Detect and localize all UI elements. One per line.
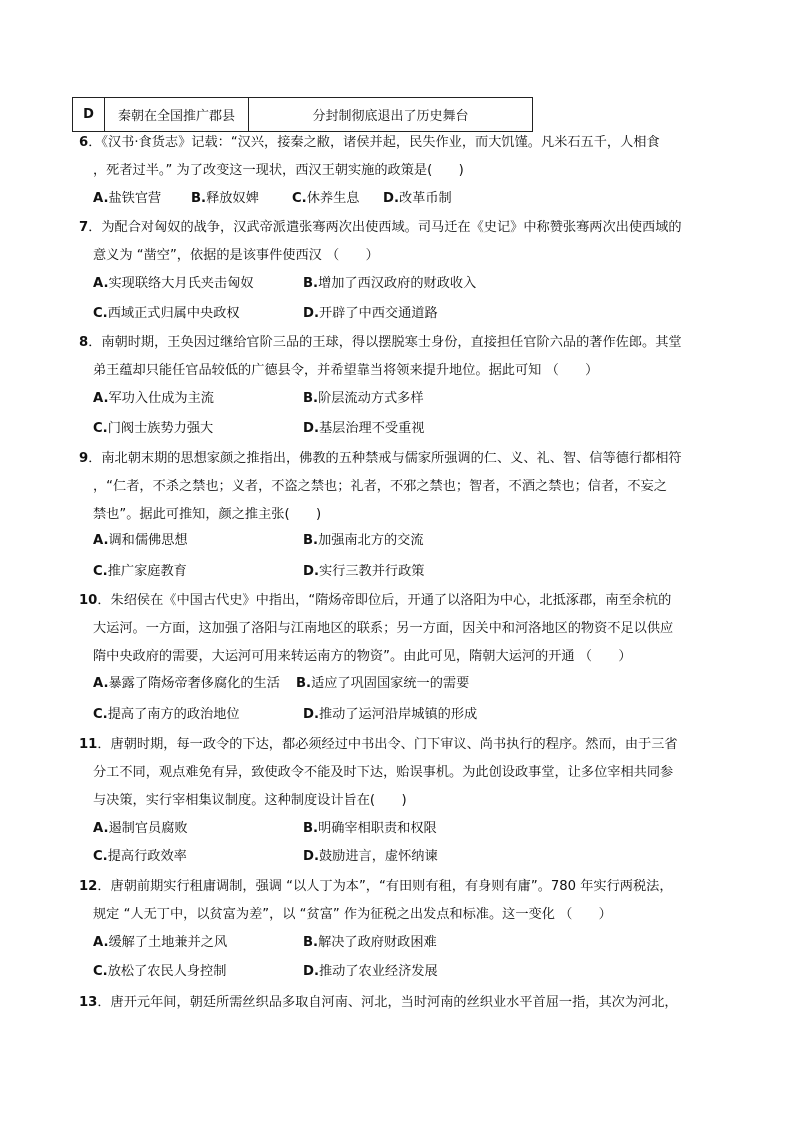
question-number: 12: [79, 879, 98, 894]
table-row: [73, 98, 533, 132]
option-a[interactable]: A.调和儒佛思想: [93, 533, 188, 548]
table-cell-conclusion: 分封制彻底退出了历史舞台: [249, 98, 533, 132]
question-9: [79, 445, 714, 529]
option-d[interactable]: D.基层治理不受重视: [303, 421, 425, 436]
question-text-line: 意义为 “凿空”，依据的是该事件使西汉 （ ）: [93, 248, 379, 263]
option-c[interactable]: C.推广家庭教育: [93, 564, 187, 579]
option-b[interactable]: B.增加了西汉政府的财政收入: [303, 276, 477, 291]
question-text-line: ．南朝时期，王奂因过继给官阶三品的王球，得以摆脱寒士身份，直接担任官阶六品的著作佐郎。其堂: [88, 335, 682, 350]
question-number: 11: [79, 737, 98, 752]
question-number: 9: [79, 451, 89, 466]
option-a[interactable]: A.缓解了土地兼并之风: [93, 935, 228, 950]
question-text-line: ．唐朝时期，每一政令的下达，都必须经过中书出令、门下审议、尚书执行的程序。然而，由于三省: [97, 737, 678, 752]
question-text-line: 分工不同，观点难免有异，致使政令不能及时下达，贻误事机。为此创设政事堂，让多位宰相共同参: [93, 765, 674, 780]
option-a[interactable]: A.暴露了隋炀帝奢侈腐化的生活: [93, 676, 280, 691]
option-b[interactable]: B.解决了政府财政困难: [303, 935, 437, 950]
question-number: 8: [79, 335, 89, 350]
question-text-line: ．唐开元年间，朝廷所需丝织品多取自河南、河北，当时河南的丝织业水平首屈一指，其次为河北，: [97, 995, 678, 1010]
question-number: 7: [79, 220, 89, 235]
option-c[interactable]: C.门阀士族势力强大: [93, 421, 214, 436]
option-b[interactable]: B.释放奴婢: [191, 191, 259, 206]
option-c[interactable]: C.西域正式归属中央政权: [93, 306, 240, 321]
question-text-line: 与决策，实行宰相集议制度。这种制度设计旨在( ): [93, 793, 407, 808]
question-11: [79, 731, 714, 815]
question-text-line: 禁也”。据此可推知，颜之推主张( ): [93, 507, 322, 522]
answer-option-table: [72, 97, 533, 132]
question-text-line: 规定 “人无丁中，以贫富为差”，以 “贫富” 作为征税之出发点和标准。这一变化 （ ）: [93, 907, 612, 922]
question-8: [79, 329, 714, 385]
question-text-line: ．朱绍侯在《中国古代史》中指出，“隋炀帝即位后，开通了以洛阳为中心，北抵涿郡，南至余杭的: [97, 593, 672, 608]
option-a[interactable]: A.盐铁官营: [93, 191, 162, 206]
option-c[interactable]: C.提高行政效率: [93, 849, 187, 864]
question-13: [79, 989, 714, 1017]
option-d[interactable]: D.改革币制: [383, 191, 452, 206]
question-text-line: ．《汉书·食货志》记载：“汉兴，接秦之敝，诸侯并起，民失作业，而大饥馑。凡米石五千，人相食: [88, 135, 660, 150]
question-number: 6: [79, 135, 89, 150]
option-b[interactable]: B.适应了巩固国家统一的需要: [296, 676, 470, 691]
table-cell-event: 秦朝在全国推广郡县: [105, 98, 249, 132]
question-text-line: ，死者过半。” 为了改变这一现状，西汉王朝实施的政策是( ): [93, 163, 464, 178]
option-c[interactable]: C.提高了南方的政治地位: [93, 707, 240, 722]
option-c[interactable]: C.休养生息: [292, 191, 360, 206]
question-number: 13: [79, 995, 98, 1010]
option-c[interactable]: C.放松了农民人身控制: [93, 964, 227, 979]
question-text-line: ．南北朝末期的思想家颜之推指出，佛教的五种禁戒与儒家所强调的仁、义、礼、智、信等德行都相符: [88, 451, 682, 466]
option-b[interactable]: B.阶层流动方式多样: [303, 391, 424, 406]
question-text-line: 隋中央政府的需要，大运河可用来转运南方的物资”。由此可见，隋朝大运河的开通 （ ）: [93, 649, 632, 664]
option-a[interactable]: A.实现联络大月氏夹击匈奴: [93, 276, 254, 291]
option-d[interactable]: D.推动了农业经济发展: [303, 964, 438, 979]
option-d[interactable]: D.实行三教并行政策: [303, 564, 425, 579]
question-text-line: ．唐朝前期实行租庸调制，强调 “以人丁为本”，“有田则有租，有身则有庸”。780 年实行两税法，: [97, 879, 673, 894]
question-text-line: 大运河。一方面，这加强了洛阳与江南地区的联系；另一方面，因关中和河洛地区的物资不足以供应: [93, 621, 674, 636]
question-text-line: ．为配合对匈奴的战争，汉武帝派遣张骞两次出使西域。司马迁在《史记》中称赞张骞两次出使西域的: [88, 220, 682, 235]
option-d[interactable]: D.开辟了中西交通道路: [303, 306, 438, 321]
question-text-line: ，“仁者，不杀之禁也；义者，不盗之禁也；礼者，不邪之禁也；智者，不酒之禁也；信者，不妄之: [93, 479, 667, 494]
question-7: [79, 214, 714, 270]
question-12: [79, 873, 714, 929]
option-b[interactable]: B.加强南北方的交流: [303, 533, 424, 548]
question-10: [79, 587, 714, 671]
question-number: 10: [79, 593, 98, 608]
question-text-line: 弟王蕴却只能任官品较低的广德县令，并希望靠当将领来提升地位。据此可知 （ ）: [93, 363, 599, 378]
option-b[interactable]: B.明确宰相职责和权限: [303, 821, 437, 836]
option-d[interactable]: D.鼓励进言，虚怀纳谏: [303, 849, 438, 864]
table-cell-letter: D: [73, 98, 105, 132]
question-6: [79, 129, 714, 185]
option-d[interactable]: D.推动了运河沿岸城镇的形成: [303, 707, 478, 722]
option-a[interactable]: A.军功入仕成为主流: [93, 391, 214, 406]
option-a[interactable]: A.遏制官员腐败: [93, 821, 188, 836]
